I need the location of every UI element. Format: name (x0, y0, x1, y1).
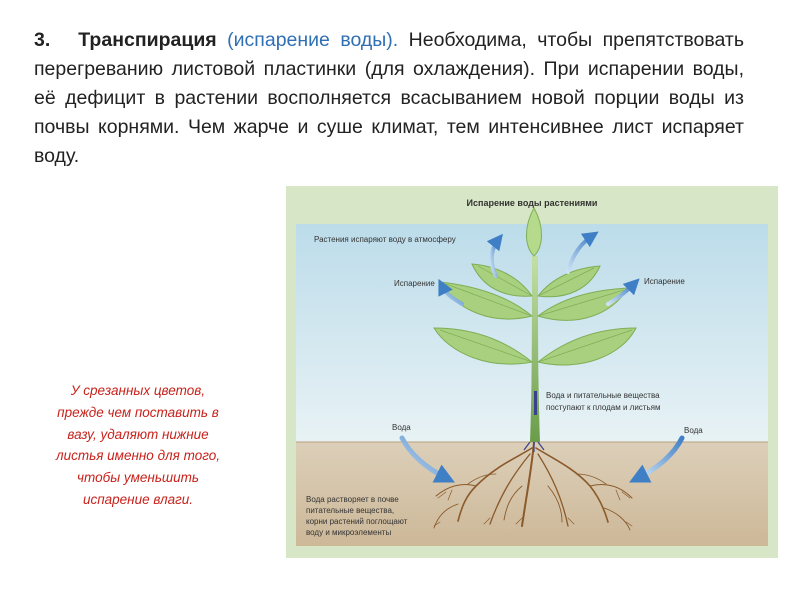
diagram-title: Испарение воды растениями (466, 198, 598, 208)
paragraph-number: 3. (34, 29, 51, 51)
label-evaporation-left: Испарение (394, 279, 435, 288)
label-stem-line2: поступают к плодам и листьям (546, 403, 661, 412)
label-soil-line1: Вода растворяет в почве (306, 495, 399, 504)
transpiration-diagram (286, 186, 778, 558)
label-soil-line3: корни растений поглощают (306, 517, 408, 526)
paragraph-term: Транспирация (78, 29, 217, 51)
label-evaporation-right: Испарение (644, 277, 685, 286)
label-soil-line4: воду и микроэлементы (306, 528, 392, 537)
label-atmosphere: Растения испаряют воду в атмосферу (314, 235, 456, 244)
stem-transport-marker (534, 391, 537, 415)
side-note: У срезанных цветов, прежде чем поставить в вазу, удаляют нижние листья именно для того, чтобы уменьшить испарение влаги. (56, 383, 220, 507)
label-stem-line1: Вода и питательные вещества (546, 391, 660, 400)
label-water-left: Вода (392, 423, 411, 432)
label-soil-line2: питательные вещества, (306, 506, 395, 515)
paragraph-parenthetical: (испарение воды). (227, 29, 399, 51)
main-paragraph (34, 26, 744, 171)
paragraph-body: Необходима, чтобы препятствовать перегреванию листовой пластинки (для охлаждения). При испарении воды, её дефицит в растении восполняется всасыванием новой порции воды из почвы корнями. Чем жарче и суше климат, тем интенсивнее лист испаряет воду. (34, 29, 745, 167)
label-water-right: Вода (684, 426, 703, 435)
